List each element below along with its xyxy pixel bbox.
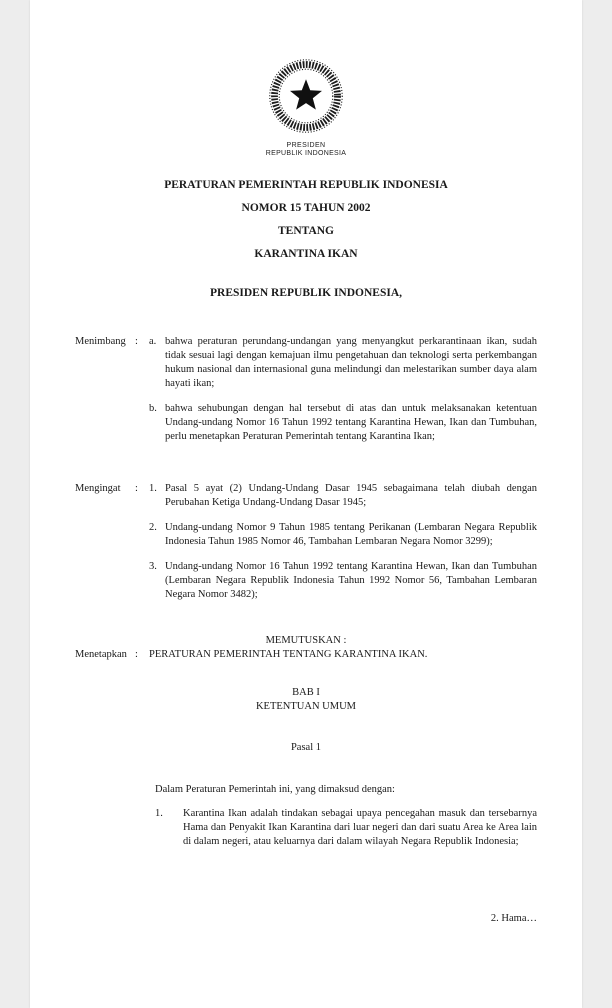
menimbang-item-a bbox=[149, 335, 537, 391]
item-text: Undang-undang Nomor 16 Tahun 1992 tentang Karantina Hewan, Ikan dan Tumbuhan (Lembaran Negara Republik Indonesia Tahun 1992 Nomor 56, Tambahan Lembaran Negara Nomor 3482); bbox=[165, 561, 537, 600]
pasal-intro: Dalam Peraturan Pemerintah ini, yang dimaksud dengan: bbox=[155, 784, 395, 795]
mengingat-item-3 bbox=[149, 560, 537, 602]
mengingat-colon: : bbox=[135, 483, 138, 494]
bab-title: KETENTUAN UMUM bbox=[255, 701, 357, 712]
item-marker: a. bbox=[149, 336, 157, 347]
definitions-list bbox=[155, 807, 537, 849]
title-line-3: TENTANG bbox=[277, 225, 335, 237]
mengingat-label: Mengingat bbox=[75, 483, 121, 494]
definition-item-1 bbox=[155, 807, 537, 849]
item-marker: 1. bbox=[149, 483, 157, 494]
menimbang-items bbox=[149, 335, 537, 444]
mengingat-section bbox=[75, 482, 537, 602]
item-marker: 1. bbox=[155, 808, 163, 819]
item-text: Undang-undang Nomor 9 Tahun 1985 tentang Perikanan (Lembaran Negara Republik Indonesia Tahun 1985 Nomor 46, Tambahan Lembaran Negara Nomor 3299); bbox=[165, 522, 537, 547]
item-text: Pasal 5 ayat (2) Undang-Undang Dasar 1945 sebagaimana telah diubah dengan Perubahan Ketiga Undang-Undang Dasar 1945; bbox=[165, 483, 537, 508]
item-text: bahwa sehubungan dengan hal tersebut di atas dan untuk melaksanakan ketentuan Undang-undang Nomor 16 Tahun 1992 tentang Karantina Hewan, Ikan dan Tumbuhan, perlu menetapkan Peraturan Pemerintah tentang Karantina Ikan; bbox=[165, 403, 537, 442]
document-title-block bbox=[75, 179, 537, 261]
item-text: Karantina Ikan adalah tindakan sebagai upaya pencegahan masuk dan tersebarnya Hama dan Penyakit Ikan Karantina dari luar negeri dan dari suatu Area ke Area lain di dalam negeri, atau keluarnya dari dalam wilayah Negara Republik Indonesia; bbox=[183, 808, 537, 847]
item-marker: 3. bbox=[149, 561, 157, 572]
letterhead-line2: REPUBLIK INDONESIA bbox=[265, 150, 347, 157]
menimbang-item-b bbox=[149, 402, 537, 444]
presidential-seal-icon bbox=[264, 54, 348, 138]
menetapkan-section bbox=[75, 648, 537, 662]
item-text: bahwa peraturan perundang-undangan yang menyangkut perkarantinaan ikan, sudah tidak sesuai lagi dengan kemajuan ilmu pengetahuan dan teknologi serta perkembangan hukum nasional dan internasional guna melindungi dan melestarikan sumber daya alam hayati ikan; bbox=[165, 336, 537, 389]
menimbang-section bbox=[75, 335, 537, 444]
letterhead-line1: PRESIDEN bbox=[286, 142, 326, 149]
menetapkan-text: PERATURAN PEMERINTAH TENTANG KARANTINA IKAN. bbox=[149, 649, 428, 660]
letterhead bbox=[75, 54, 537, 157]
title-line-1: PERATURAN PEMERINTAH REPUBLIK INDONESIA bbox=[164, 179, 448, 191]
page-continuation-cue: 2. Hama… bbox=[490, 913, 537, 924]
mengingat-items bbox=[149, 482, 537, 602]
mengingat-item-2 bbox=[149, 521, 537, 549]
item-marker: b. bbox=[149, 403, 157, 414]
document-page bbox=[30, 0, 582, 1008]
bab-heading bbox=[75, 686, 537, 714]
title-line-4: KARANTINA IKAN bbox=[254, 248, 358, 260]
menetapkan-label: Menetapkan bbox=[75, 649, 127, 660]
menimbang-colon: : bbox=[135, 336, 138, 347]
pasal-heading: Pasal 1 bbox=[290, 742, 322, 753]
bab-number: BAB I bbox=[292, 687, 320, 698]
memutuskan-heading: MEMUTUSKAN : bbox=[265, 635, 347, 646]
item-marker: 2. bbox=[149, 522, 157, 533]
opening-line: PRESIDEN REPUBLIK INDONESIA, bbox=[209, 287, 403, 299]
menetapkan-colon: : bbox=[135, 649, 138, 660]
menimbang-label: Menimbang bbox=[75, 336, 126, 347]
title-line-2: NOMOR 15 TAHUN 2002 bbox=[241, 202, 371, 214]
mengingat-item-1 bbox=[149, 482, 537, 510]
